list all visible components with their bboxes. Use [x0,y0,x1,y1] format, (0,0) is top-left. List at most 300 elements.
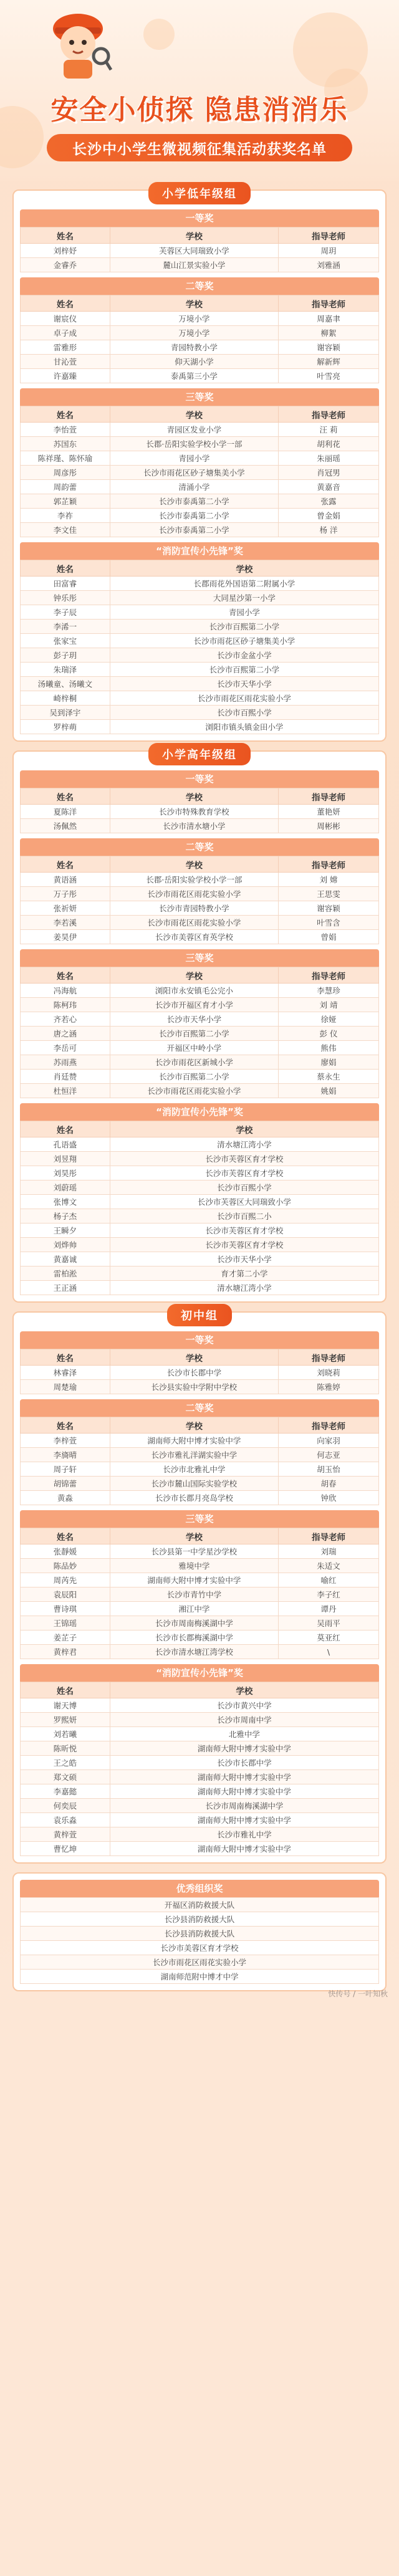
award-title: 二等奖 [20,838,379,856]
table-cell: 湖南师大附中博才实验中学 [110,1842,378,1856]
table-row [21,494,379,509]
table-row [21,1166,379,1180]
table-row [21,244,379,258]
table-cell: 杨 洋 [279,523,379,537]
table-cell: 长沙市芙蓉区大同瑞致小学 [110,1195,378,1209]
table-row [21,1784,379,1799]
award-title: 二等奖 [20,1399,379,1417]
table-row [21,480,379,494]
table-cell: 育才第二小学 [110,1266,378,1281]
table-cell: 胡利花 [279,437,379,451]
table-cell: 黄梓萱 [21,1827,110,1842]
award-title: 三等奖 [20,388,379,406]
table-cell: 刘若曦 [21,1727,110,1741]
table-cell: 蔡永生 [279,1070,379,1084]
award-block [20,1664,379,1856]
table-row [21,663,379,677]
table-row [21,901,379,916]
table-cell: 姚娟 [279,1084,379,1098]
award-block [20,1510,379,1659]
sections-container [0,189,399,1991]
table-cell: 钟欣 [279,1491,379,1505]
table-row [21,1770,379,1784]
column-header-school: 学校 [110,788,278,805]
table-cell: 周彬彬 [279,819,379,833]
table-cell: 黄淼 [21,1491,110,1505]
table-row [21,873,379,887]
table-cell: 叶雪含 [279,916,379,930]
table-row [21,591,379,605]
table-cell: 长沙市百熙小学 [110,1180,378,1195]
winners-table [20,1897,379,1984]
column-header-school: 学校 [110,967,278,984]
table-cell: 青园小学 [110,451,278,466]
table-cell: 长沙市周南中学 [110,1713,378,1727]
page-subtitle: 长沙中小学生微视频征集活动获奖名单 [72,141,327,158]
table-row [21,1616,379,1630]
award-block [20,1103,379,1295]
section-title: 初中组 [167,1304,232,1326]
table-cell: 朱丽瑶 [279,451,379,466]
winners-table [20,856,379,944]
table-cell: 何奕辰 [21,1799,110,1813]
table-cell: 叶雪亮 [279,369,379,383]
winners-table [20,1417,379,1505]
table-cell: 长沙市长郡月亮岛学校 [110,1491,278,1505]
award-title: 一等奖 [20,770,379,788]
table-row [21,1741,379,1756]
table-row [21,1055,379,1070]
table-cell: 长沙市雨花区雨花实验小学 [21,1955,379,1970]
table-row [21,466,379,480]
table-row [21,1491,379,1505]
table-row [21,1559,379,1573]
table-row [21,634,379,648]
table-cell: 陈品妙 [21,1559,110,1573]
table-row [21,1209,379,1223]
table-cell: 北雅中学 [110,1727,378,1741]
table-row [21,451,379,466]
table-cell: 汤佩然 [21,819,110,833]
table-cell: 肖廷赞 [21,1070,110,1084]
table-cell: 王瞬夕 [21,1223,110,1238]
column-header-school: 学校 [110,295,278,312]
table-row [21,1477,379,1491]
table-cell: 李慧珍 [279,984,379,998]
table-cell: 长沙市北雅礼中学 [110,1462,278,1477]
table-row [21,1238,379,1252]
table-cell: 长沙市清水塘江湾学校 [110,1645,278,1659]
table-row [21,1152,379,1166]
column-header-name: 姓名 [21,1528,110,1544]
table-header-row [21,295,379,312]
table-cell: 长沙市百熙小学 [110,706,378,720]
table-row [21,1070,379,1084]
column-header-name: 姓名 [21,1121,110,1137]
table-cell: 曾娟 [279,930,379,944]
table-cell: 卓子成 [21,326,110,340]
table-header-row [21,1417,379,1434]
table-cell: 雷柏淞 [21,1266,110,1281]
page-title: 安全小侦探 隐患消消乐 [50,94,349,126]
column-header-teacher: 指导老师 [279,406,379,423]
column-header-school: 学校 [110,227,278,244]
table-cell: 浏阳市永安镇毛公完小 [110,984,278,998]
table-row [21,1281,379,1295]
table-cell: 清水塘江湾小学 [110,1137,378,1152]
table-row [21,1195,379,1209]
column-header-name: 姓名 [21,788,110,805]
table-cell: 长沙市美蓉区育英学校 [110,930,278,944]
table-row [21,677,379,691]
table-row [21,819,379,833]
table-row [21,355,379,369]
table-cell: 长沙市金盆小学 [110,648,378,663]
table-row [21,1366,379,1380]
table-cell: 长沙市芙蓉区育才学校 [110,1238,378,1252]
column-header-teacher: 指导老师 [279,788,379,805]
table-cell: 刘梓妤 [21,244,110,258]
award-block [20,277,379,383]
table-cell: 长沙市雨花区砂子塘集美小学 [110,466,278,480]
table-cell: 长沙市天华小学 [110,677,378,691]
table-cell: 喻红 [279,1573,379,1587]
award-block [20,1331,379,1394]
table-cell: 王之皓 [21,1756,110,1770]
table-row [21,720,379,734]
table-row [21,998,379,1012]
table-cell: 林睿泽 [21,1366,110,1380]
table-header-row [21,1349,379,1366]
table-header-row [21,406,379,423]
table-cell: 雅境中学 [110,1559,278,1573]
table-cell: 长沙市芙蓉区育才学校 [110,1152,378,1166]
column-header-school: 学校 [110,406,278,423]
table-cell: 长沙市雨花区新城小学 [110,1055,278,1070]
table-row [21,1573,379,1587]
table-cell: 长沙市青竹中学 [110,1587,278,1602]
table-cell: 许嘉臻 [21,369,110,383]
table-row [21,1223,379,1238]
table-cell: 仰天湖小学 [110,355,278,369]
table-row [21,1727,379,1741]
table-cell: 黄嘉音 [279,480,379,494]
table-cell: 长沙市雨花区雨花实验小学 [110,1084,278,1098]
table-cell: 长沙市雅礼中学 [110,1827,378,1842]
table-cell: 孔语盛 [21,1137,110,1152]
award-block [20,542,379,734]
table-cell: 陈柯玮 [21,998,110,1012]
table-cell: 齐若心 [21,1012,110,1027]
table-row [21,648,379,663]
table-row [21,1630,379,1645]
table-cell: 黄梓君 [21,1645,110,1659]
table-row [21,326,379,340]
table-cell: 青园小学 [110,605,378,620]
column-header-school: 学校 [110,1417,278,1434]
table-cell: 长沙市雅礼洋湖实验中学 [110,1448,278,1462]
table-cell: 长沙市青园特教小学 [110,901,278,916]
table-row [21,930,379,944]
table-cell: 长沙市百熙第二小学 [110,1070,278,1084]
table-cell: 长沙市芙蓉区育才学校 [110,1223,378,1238]
table-cell: 湖南师大附中博才实验中学 [110,1434,278,1448]
watermark: 快传号 / 一叶知秋 [328,1989,388,1998]
table-cell: 长郡·岳阳实验学校小学一部 [110,873,278,887]
table-cell: 金睿乔 [21,258,110,272]
table-cell: 刘晓莉 [279,1366,379,1380]
table-cell: 胡锦蕾 [21,1477,110,1491]
table-row [21,691,379,706]
header-banner [0,0,399,181]
table-cell: 长沙市周南梅溪湖中学 [110,1799,378,1813]
table-cell: 谢容颖 [279,901,379,916]
table-cell: 长沙市长郡梅溪湖中学 [110,1630,278,1645]
table-cell: 谢宸仪 [21,312,110,326]
table-cell: 陈昕悦 [21,1741,110,1756]
table-cell: 董艳妍 [279,805,379,819]
table-cell: 湖南师大附中博才实验中学 [110,1573,278,1587]
table-cell: 湖南师大附中博才实验中学 [110,1784,378,1799]
table-cell: 胡春 [279,1477,379,1491]
table-cell: 雷雅形 [21,340,110,355]
table-cell: 开福区中岭小学 [110,1041,278,1055]
winners-table [20,295,379,383]
table-cell: 长沙市泰禹第二小学 [110,523,278,537]
table-cell: 张靜媛 [21,1544,110,1559]
table-cell: 周彦彤 [21,466,110,480]
section-title: 小学低年级组 [148,182,251,204]
table-row [21,1898,379,1912]
table-cell: 万子彤 [21,887,110,901]
column-header-school: 学校 [110,1349,278,1366]
table-cell: 苏国东 [21,437,110,451]
table-cell: 清涌小学 [110,480,278,494]
table-cell: 周子轩 [21,1462,110,1477]
subtitle-banner [47,134,352,161]
table-cell: 吴到泽宇 [21,706,110,720]
award-title: 一等奖 [20,209,379,227]
table-cell: 田富睿 [21,577,110,591]
table-cell: 万境小学 [110,312,278,326]
column-header-name: 姓名 [21,560,110,577]
table-cell: 湖南师范附中博才中学 [21,1970,379,1984]
table-row [21,1941,379,1955]
table-cell: 王正涵 [21,1281,110,1295]
table-cell: 刘瑞 [279,1544,379,1559]
table-cell: 李子红 [279,1587,379,1602]
table-cell: 长沙县第一中学星沙学校 [110,1544,278,1559]
table-row [21,577,379,591]
winners-table [20,560,379,734]
table-cell: 长沙市天华小学 [110,1252,378,1266]
table-cell: 徐娅 [279,1012,379,1027]
table-header-row [21,788,379,805]
table-row [21,1434,379,1448]
table-cell: 长郡·岳阳实验学校小学一部 [110,437,278,451]
table-row [21,312,379,326]
table-header-row [21,560,379,577]
table-row [21,1645,379,1659]
table-row [21,805,379,819]
table-cell: 柳絮 [279,326,379,340]
winners-table [20,406,379,537]
award-title: 二等奖 [20,277,379,295]
table-cell: 彭 仪 [279,1027,379,1041]
section-tab-wrap [20,1304,379,1326]
table-row [21,1713,379,1727]
table-cell: 周芮先 [21,1573,110,1587]
table-cell: 长沙市百熙第二小学 [110,663,378,677]
table-row [21,1012,379,1027]
table-row [21,1842,379,1856]
firefighter-mascot-icon [44,5,112,80]
table-cell: 长沙市泰禹第二小学 [110,509,278,523]
table-cell: 开福区消防救援大队 [21,1898,379,1912]
column-header-teacher: 指导老师 [279,1528,379,1544]
table-cell: 刘昱翔 [21,1152,110,1166]
table-cell: 李子辰 [21,605,110,620]
table-row [21,1813,379,1827]
table-cell: 杜恒洋 [21,1084,110,1098]
column-header-name: 姓名 [21,1417,110,1434]
table-cell: 肖冠男 [279,466,379,480]
table-cell: 长沙市长郡中学 [110,1366,278,1380]
table-row [21,509,379,523]
table-cell: 芙蓉区大同瑞致小学 [110,244,278,258]
table-row [21,1266,379,1281]
award-title: “消防宣传小先锋”奖 [20,1664,379,1682]
column-header-teacher: 指导老师 [279,856,379,873]
table-cell: 王锦瑶 [21,1616,110,1630]
table-header-row [21,1528,379,1544]
table-row [21,369,379,383]
award-title: 三等奖 [20,949,379,967]
table-cell: 周韵蕾 [21,480,110,494]
table-row [21,1698,379,1713]
table-cell: 长沙市百熙第二小学 [110,1027,278,1041]
table-cell: 长郡雨花外国语第二附属小学 [110,577,378,591]
table-row [21,706,379,720]
award-block [20,838,379,944]
table-cell: 张露 [279,494,379,509]
table-cell: 罗熙妍 [21,1713,110,1727]
table-cell: 湘江中学 [110,1602,278,1616]
table-cell: 长沙市周南梅溪湖中学 [110,1616,278,1630]
table-row [21,620,379,634]
table-cell: 张祈妍 [21,901,110,916]
table-cell: 长沙县消防救援大队 [21,1912,379,1927]
table-row [21,1756,379,1770]
table-cell: 长沙市美蓉区育才学校 [21,1941,379,1955]
table-row [21,1041,379,1055]
table-row [21,437,379,451]
table-row [21,887,379,901]
table-header-row [21,1682,379,1698]
table-cell: 麓山江景实验小学 [110,258,278,272]
table-row [21,984,379,998]
winners-table [20,788,379,833]
table-cell: 长沙市雨花区雨花实验小学 [110,887,278,901]
table-row [21,1544,379,1559]
table-header-row [21,1121,379,1137]
table-row [21,1827,379,1842]
table-cell: 刘 嫦 [279,873,379,887]
award-title: 优秀组织奖 [20,1880,379,1897]
table-cell: 周嘉聿 [279,312,379,326]
table-cell: 长沙市特殊教育学校 [110,805,278,819]
award-title: “消防宣传小先锋”奖 [20,542,379,560]
table-cell: 彭子玥 [21,648,110,663]
table-cell: 长沙县消防救援大队 [21,1927,379,1941]
award-title: 三等奖 [20,1510,379,1528]
column-header-name: 姓名 [21,1682,110,1698]
table-cell: 张家宝 [21,634,110,648]
table-header-row [21,856,379,873]
table-cell: 刘烨帅 [21,1238,110,1252]
award-block [20,949,379,1098]
table-cell: 张博文 [21,1195,110,1209]
table-row [21,1380,379,1394]
table-cell: 李嘉懿 [21,1784,110,1799]
table-row [21,1180,379,1195]
column-header-teacher: 指导老师 [279,1417,379,1434]
table-cell: 湖南师大附中博才实验中学 [110,1741,378,1756]
table-cell: 刘蔚瑶 [21,1180,110,1195]
table-cell: 曾金娟 [279,509,379,523]
column-header-name: 姓名 [21,295,110,312]
table-row [21,258,379,272]
table-cell: 黄语涵 [21,873,110,887]
column-header-name: 姓名 [21,856,110,873]
table-cell: 钟乐彤 [21,591,110,605]
winners-table [20,227,379,272]
award-block [20,388,379,537]
winners-table [20,1528,379,1659]
table-row [21,605,379,620]
table-cell: 长沙市雨花区砂子塘集美小学 [110,634,378,648]
table-header-row [21,227,379,244]
table-cell: 崎梓桐 [21,691,110,706]
table-cell: 长沙市雨花区雨花实验小学 [110,916,278,930]
table-cell: 长沙市百熙第二小学 [110,620,378,634]
award-section [12,1872,387,1991]
table-cell: 谢天博 [21,1698,110,1713]
table-cell: 王思雯 [279,887,379,901]
table-cell: 万境小学 [110,326,278,340]
table-cell: 郑文硕 [21,1770,110,1784]
column-header-name: 姓名 [21,967,110,984]
winners-table [20,1121,379,1295]
column-header-school: 学校 [110,1682,378,1698]
table-row [21,1955,379,1970]
table-cell: 甘沁萱 [21,355,110,369]
table-cell: 长沙市开福区育才小学 [110,998,278,1012]
table-row [21,1799,379,1813]
column-header-teacher: 指导老师 [279,967,379,984]
table-row [21,916,379,930]
table-cell: 大同星沙第一小学 [110,591,378,605]
table-cell: 长沙市长郡中学 [110,1756,378,1770]
table-cell: 刘昊彤 [21,1166,110,1180]
table-row [21,340,379,355]
table-cell: 长沙市麓山国际实验学校 [110,1477,278,1491]
award-title: 一等奖 [20,1331,379,1349]
table-cell: 杨子杰 [21,1209,110,1223]
table-cell: 青园特教小学 [110,340,278,355]
table-cell: 姜芷子 [21,1630,110,1645]
table-cell: 吴雨平 [279,1616,379,1630]
